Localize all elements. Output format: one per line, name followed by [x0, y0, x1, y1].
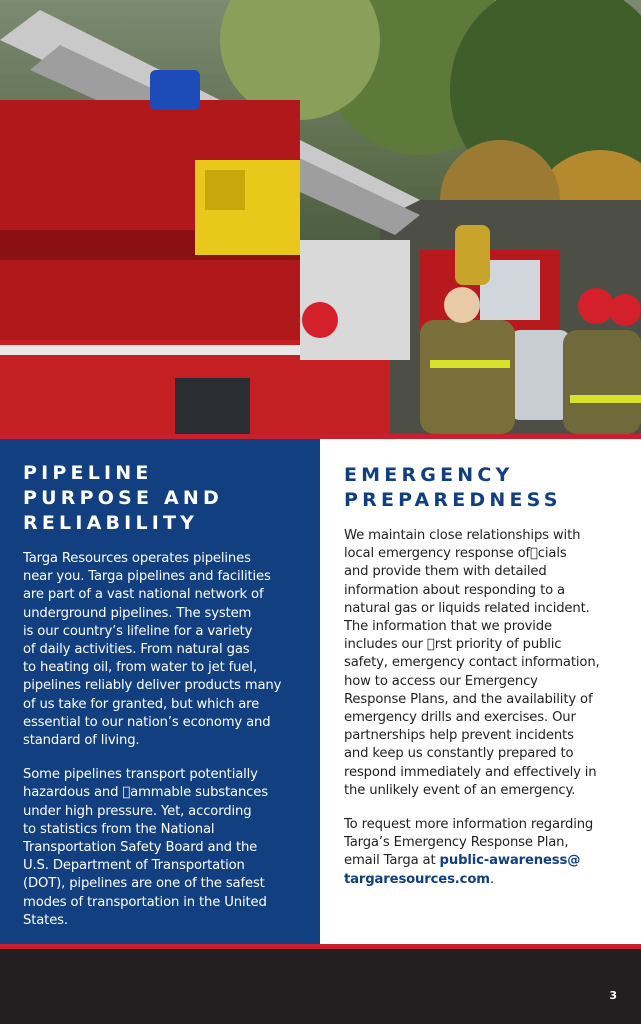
pipeline-purpose-section	[0, 439, 320, 944]
pipeline-safety-paragraph	[23, 766, 300, 930]
text-line: are part of a vast national network of	[23, 587, 264, 603]
text-line: and provide them with detailed	[344, 564, 547, 580]
text-line: under high pressure. Yet, according	[23, 803, 252, 819]
fire-truck-scene-illustration	[0, 0, 641, 434]
pipeline-intro-paragraph	[23, 550, 300, 750]
hero-photo-fire-trucks	[0, 0, 641, 434]
text-line: emergency drills and exercises. Our	[344, 710, 576, 726]
text-line: to statistics from the National	[23, 821, 215, 837]
text-line: the unlikely event of an emergency.	[344, 782, 576, 798]
text-line: States.	[23, 912, 68, 928]
text-line: to heating oil, from water to jet fuel,	[23, 660, 257, 676]
text-line: Transportation Safety Board and the	[23, 840, 258, 856]
text-line: natural gas or liquids related incident.	[344, 600, 590, 616]
emergency-relationships-paragraph	[344, 527, 627, 800]
page-footer	[0, 949, 641, 1024]
text-line: Response Plans, and the availability of	[344, 691, 593, 707]
text-line: respond immediately and effectively in	[344, 764, 597, 780]
text-line: is our country’s lifeline for a variety	[23, 623, 253, 639]
text-line: how to access our Emergency	[344, 673, 538, 689]
heading-line: RELIABILITY	[23, 512, 199, 534]
text-line: of us take for granted, but which are	[23, 696, 260, 712]
text-line: standard of living.	[23, 733, 140, 749]
text-line: essential to our nation’s economy and	[23, 714, 271, 730]
email-link[interactable]: public-awareness@	[439, 853, 581, 869]
text-line: Targa’s Emergency Response Plan,	[344, 835, 569, 851]
email-prefix-text: email Targa at	[344, 853, 440, 869]
text-line: (DOT), pipelines are one of the safest	[23, 876, 265, 892]
text-line: We maintain close relationships with	[344, 528, 581, 543]
text-line: Some pipelines transport potentially	[23, 767, 258, 783]
text-line: safety, emergency contact information,	[344, 655, 600, 671]
text-line	[344, 852, 627, 870]
heading-line: PURPOSE AND	[23, 487, 223, 509]
emergency-preparedness-heading	[344, 463, 627, 513]
text-line: near you. Targa pipelines and facilities	[23, 569, 271, 585]
heading-line: PIPELINE	[23, 462, 153, 484]
page-number: 3	[609, 989, 617, 1002]
text-line: local emergency response of cials	[344, 546, 567, 562]
text-line: modes of transportation in the United	[23, 894, 267, 910]
text-line: of daily activities. From natural gas	[23, 642, 250, 658]
heading-line: EMERGENCY	[344, 464, 514, 486]
text-line: The information that we provide	[344, 619, 552, 635]
text-line: U.S. Department of Transportation	[23, 858, 245, 874]
text-line: and keep us constantly prepared to	[344, 746, 574, 762]
request-info-paragraph	[344, 816, 627, 889]
text-line: Targa Resources operates pipelines	[23, 551, 251, 566]
emergency-preparedness-section	[320, 439, 641, 944]
text-line: includes our  rst priority of public	[344, 637, 562, 653]
heading-line: PREPAREDNESS	[344, 489, 562, 511]
text-line	[344, 871, 627, 889]
text-line: partnerships help prevent incidents	[344, 728, 574, 744]
text-line: hazardous and  ammable substances	[23, 785, 268, 801]
email-suffix-text: .	[489, 871, 494, 887]
text-line: underground pipelines. The system	[23, 605, 252, 621]
text-line: information about responding to a	[344, 582, 565, 598]
text-line: pipelines reliably deliver products many	[23, 678, 282, 694]
text-line: To request more information regarding	[344, 817, 594, 833]
email-link-domain[interactable]: targaresources.com	[344, 871, 490, 887]
pipeline-purpose-heading	[23, 461, 300, 536]
